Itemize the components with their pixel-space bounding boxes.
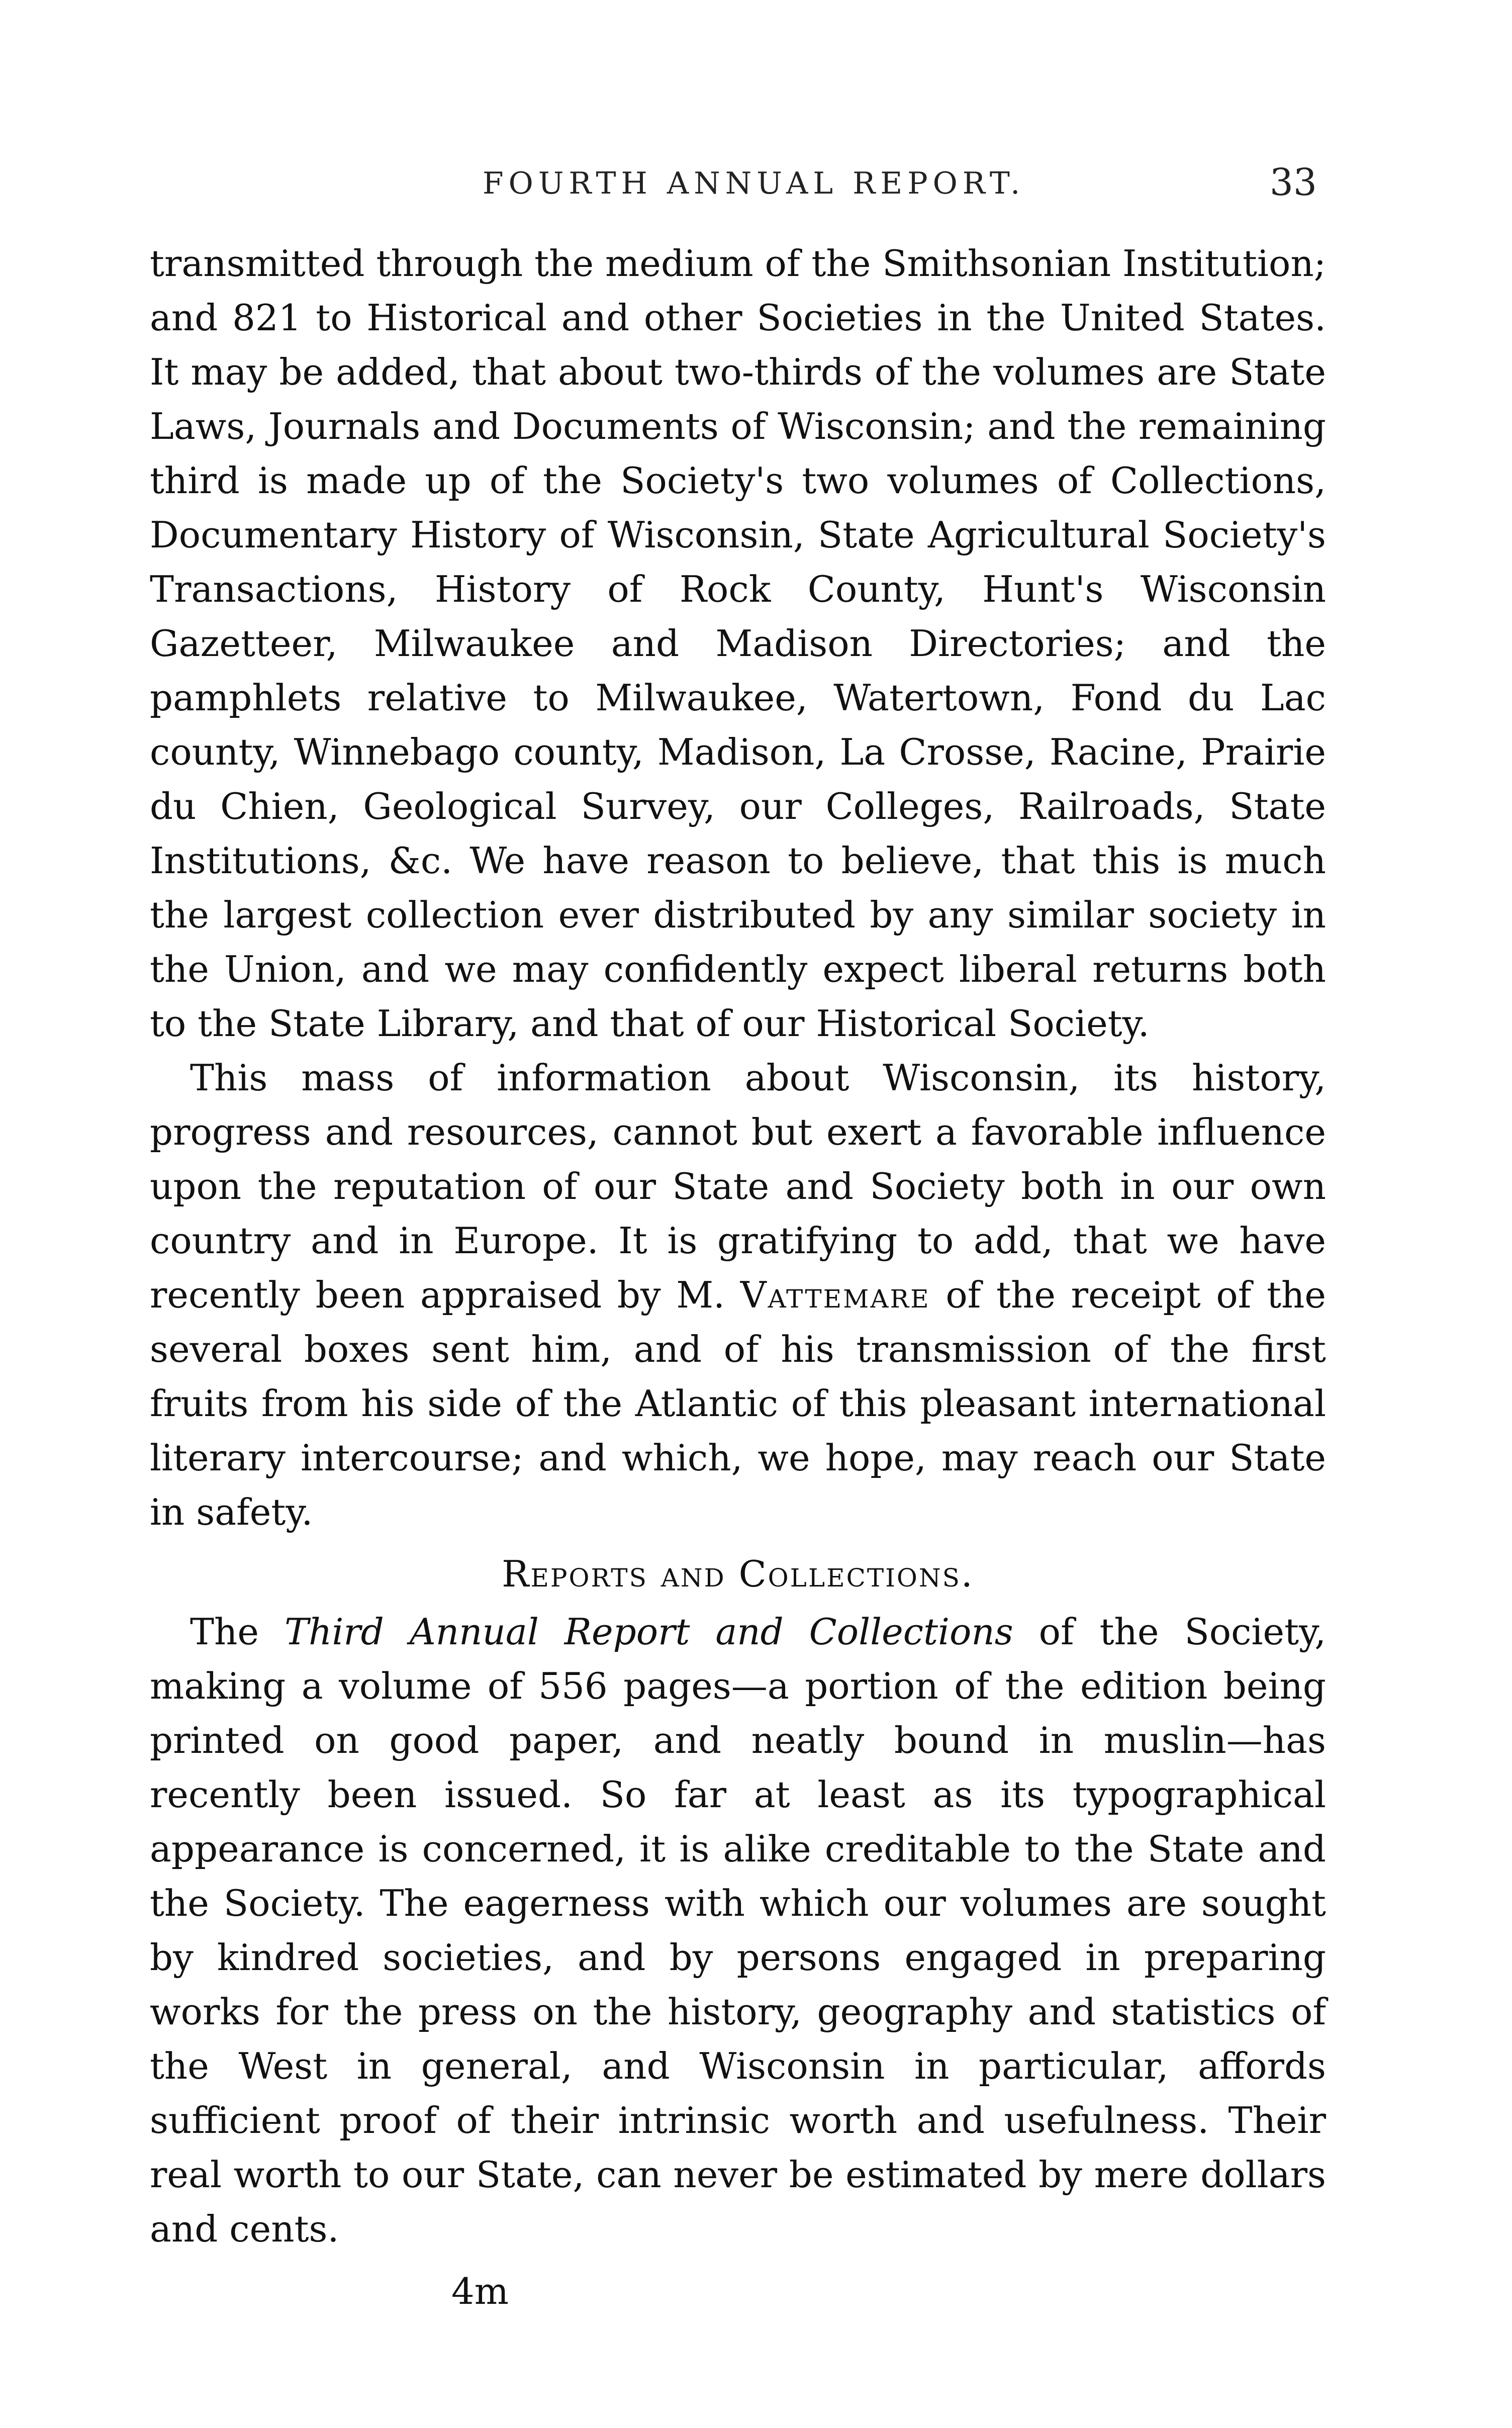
paragraph-3-part-1: The (190, 1611, 285, 1653)
paragraph-mass-of-information (150, 1051, 1326, 1539)
paragraph-2-part-2: of the receipt of the several boxes sent him, and of his transmission of the first fruits from his side of the Atlantic of this pleasant international literary intercourse; and which, we hope, may reach our State in safety. (150, 1274, 1327, 1533)
italic-title-2: Collections (809, 1611, 1013, 1653)
paragraph-3-part-2: of the Society, making a volume of 556 pages—a portion of the edition being printed on good paper, and neatly bound in muslin—has recently been issued. So far at least as its typographical appearance is concerned, it is alike creditable to the State and the Society. The eagerness with which our volumes are sought by kindred societies, and by persons engaged in preparing works for the press on the history, geography and statistics of the West in general, and Wisconsin in particular, affords sufficient proof of their intrinsic worth and usefulness. Their real worth to our State, can never be estimated by mere dollars and cents. (150, 1611, 1327, 2250)
paragraph-3-space (784, 1611, 809, 1653)
body-text (150, 236, 1326, 2318)
paragraph-third-annual-report (150, 1605, 1326, 2256)
section-heading: Reports and Collections. (502, 1553, 974, 1595)
paragraph-continuation: transmitted through the medium of the Smithsonian Institution; and 821 to Historical and other Societies in the United States. It may be added, that about two-thirds of the volumes are State Laws, Journals and Documents of Wisconsin; and the remaining third is made up of the Society's two volumes of Collections, Documentary History of Wisconsin, State Agricultural Society's Transactions, History of Rock County, Hunt's Wisconsin Gazetteer, Milwaukee and Madison Directories; and the pamphlets relative to Milwaukee, Watertown, Fond du Lac county, Winnebago county, Madison, La Crosse, Racine, Prairie du Chien, Geological Survey, our Colleges, Railroads, State Institutions, &c. We have reason to believe, that this is much the largest collection ever distributed by any similar society in the Union, and we may confidently expect liberal returns both to the State Library, and that of our Historical Society. (150, 242, 1326, 1045)
page-header (151, 161, 1317, 216)
running-title: FOURTH ANNUAL REPORT. (483, 166, 1025, 201)
name-vattemare: Vattemare (740, 1274, 930, 1316)
paragraph-2-part-1: This mass of information about Wisconsin, its history, progress and resources, cannot but exert a favorable influence upon the reputation of our State and Society both in our own country and in Europe. It is gratifying to add, that we have recently been appraised by M. (150, 1057, 1326, 1316)
page-number: 33 (1269, 161, 1317, 204)
signature-mark: 4m (451, 2270, 509, 2312)
italic-title-1: Third Annual Report and (284, 1611, 784, 1653)
